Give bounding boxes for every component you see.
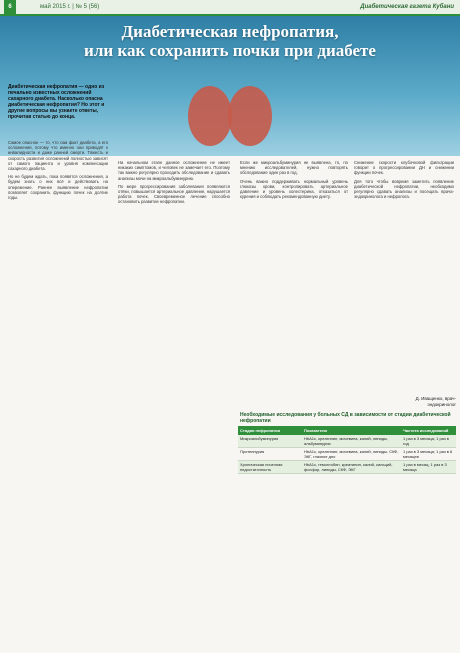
paragraph: На начальном этапе данное осложнение не имеет никаких симптомов, и человек не замечает его. Поэтому так важно регулярно проходить обследование и сдавать анализы мочи на микроальбуминурию. (118, 160, 230, 181)
table-cell-frequency: 1 раз в 3 месяца; 1 раз в год (401, 435, 456, 448)
paragraph: Очень важно поддерживать нормальный уровень глюкозы крови, контролировать артериальное давление и уровень холестерина, отказаться от курения и соблюдать рекомендованную диету. (240, 178, 348, 200)
page-header (0, 0, 460, 16)
table-cell-indicators: HbA1c, гемоглобин, креатинин, калий, кальций, фосфор, липиды, СКФ, ЭКГ (302, 461, 401, 474)
paragraph: По мере прогрессирования заболевания появляются отёки, повышается артериальное давление, нарушается работа почек. Своевременное лечение способно остановить развитие нефропатии. (118, 183, 230, 205)
table-cell-stage: Микроальбуминурия (238, 435, 302, 448)
table-row (238, 461, 456, 474)
article-lead: Диабетическая нефропатия — одно из печально известных осложнений сахарного диабета. Насколько опасна диабетическая нефропатия? Но этот и другие вопросы вы узнаете ответы, прочитав статью до конца. (8, 84, 105, 120)
table-cell-frequency: 1 раз в 3 месяца; 1 раз в 6 месяцев (401, 448, 456, 461)
paragraph: Если же микроальбуминурия не выявлена, то, по мнению исследователей, нужно повторять обследование один раз в год. (240, 160, 348, 176)
table-cell-frequency: 1 раз в месяц; 1 раз в 3 месяца (401, 461, 456, 474)
text-column-1 (8, 140, 108, 640)
table-title: Необходимые исследования у больных СД в зависимости от стадии диабетической нефропатии (240, 412, 451, 424)
table-cell-stage: Хроническая почечная недостаточность (238, 461, 302, 474)
paragraph: Для того чтобы вовремя заметить появление диабетической нефропатии, необходимо регулярно сдавать анализы и посещать врача-эндокринолога и нефролога. (354, 178, 454, 200)
table-row (238, 448, 456, 461)
article-title-line-1: Диабетическая нефропатия, (121, 22, 339, 41)
page-number: 6 (4, 0, 16, 14)
nephropathy-table (238, 426, 456, 474)
text-column-2 (118, 160, 230, 640)
paragraph: Но не будем ждать, пока появятся осложнения, а будем знать о них всё и действовать на опережение. Раннее выявление нефропатии позволяет сохранить функцию почек на долгие годы. (8, 174, 108, 201)
paragraph: Снижение скорости клубочковой фильтрации говорит о прогрессировании ДН и снижении функции почек. (354, 160, 454, 176)
table-header: Показатели (302, 426, 401, 435)
author-signature: Д. Иващенко, врач-эндокринолог (415, 396, 456, 407)
table-header-row (238, 426, 456, 435)
newspaper-title: Диабетическая газета Кубани (360, 4, 454, 10)
table-header: Частота исследований (401, 426, 456, 435)
issue-info: май 2015 г. | № 5 (56) (40, 4, 100, 10)
article-title-line-2: или как сохранить почки при диабете (84, 41, 376, 60)
table-cell-indicators: HbA1c, креатинин, мочевина, калий, липиды, СКФ, ЭКГ, глазное дно (302, 448, 401, 461)
table-cell-stage: Протеинурия (238, 448, 302, 461)
text-column-4 (354, 160, 454, 390)
table-header: Стадия нефропатии (238, 426, 302, 435)
paragraph: Самое опасное — то, что сам факт диабета, а его осложнения, потому что именно они приводят к инвалидности и даже ранней смерти. Тяжесть и скорость развития осложнений полностью зависят от самого пациента и уровня компенсации сахарного диабета. (8, 140, 108, 172)
table-row (238, 435, 456, 448)
text-column-3 (240, 160, 348, 400)
table-cell-indicators: HbA1c, креатинин, мочевина, калий, липиды, альбуминурия (302, 435, 401, 448)
